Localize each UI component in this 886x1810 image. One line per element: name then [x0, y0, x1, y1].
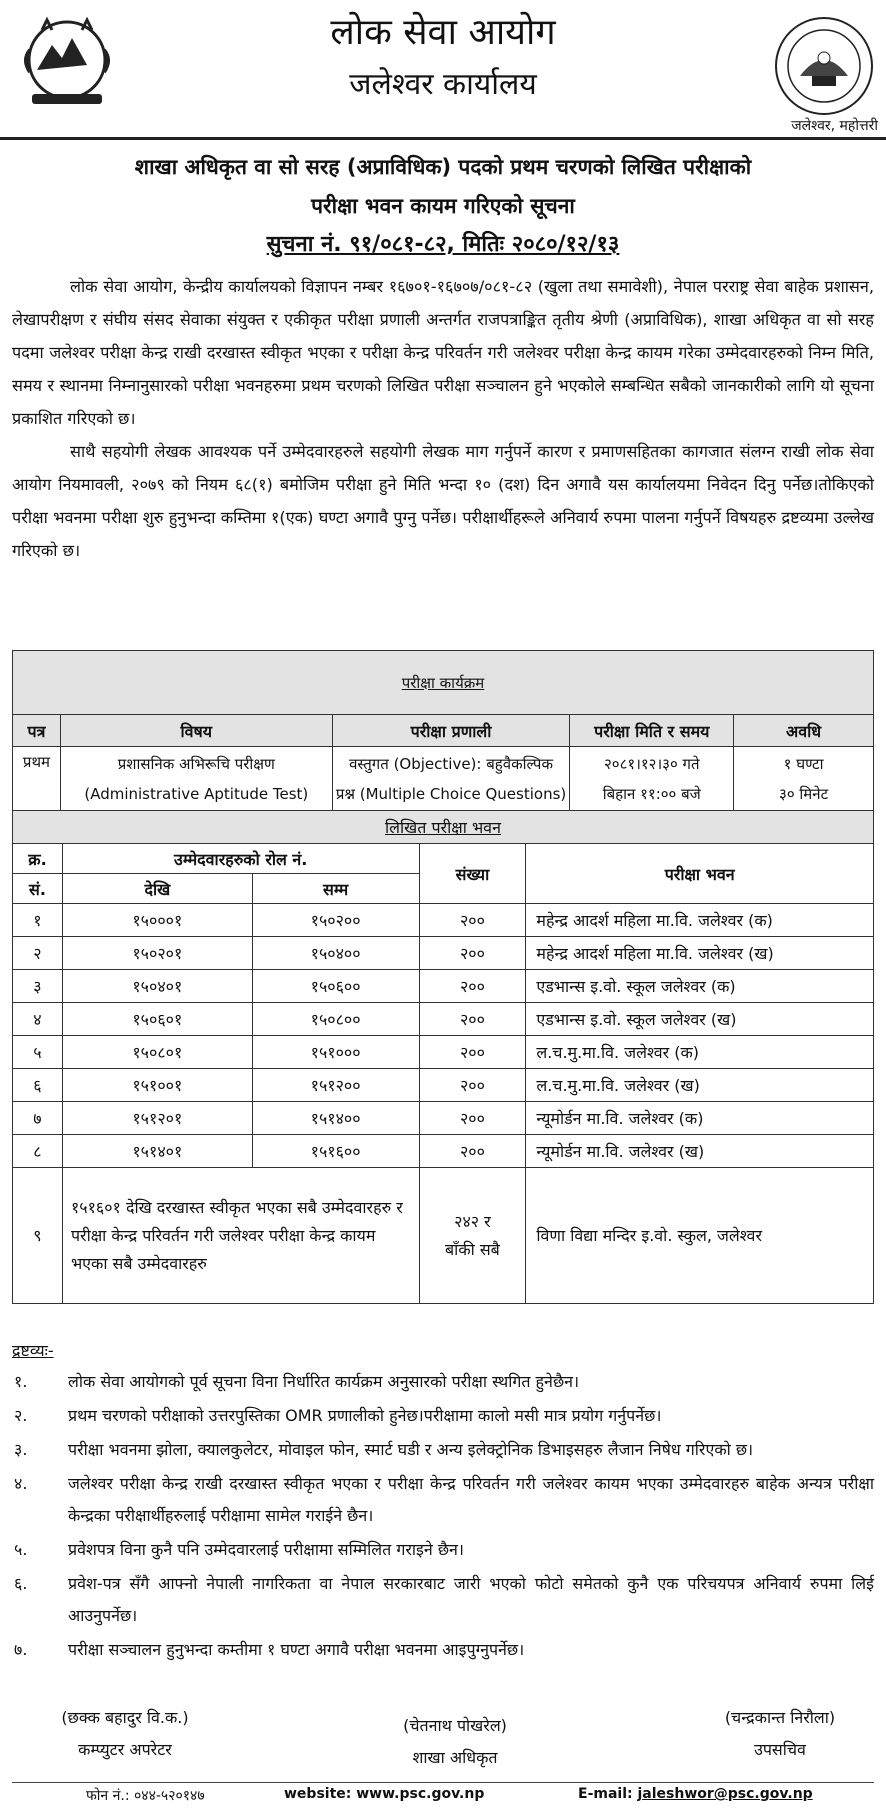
- subject-cell: [60, 747, 332, 811]
- notice-title-line-2: परीक्षा भवन कायम गरिएको सूचना: [311, 194, 575, 218]
- list-item: [12, 1568, 874, 1632]
- exam-hall-cell: विणा विद्या मन्दिर इ.वो. स्कुल, जलेश्वर: [526, 1168, 874, 1304]
- letterhead: [0, 0, 886, 140]
- sn-cell: ५: [13, 1036, 63, 1069]
- note-text: परीक्षा भवनमा झोला, क्यालकुलेटर, मोवाइल फोन, स्मार्ट घडी र अन्य इलेक्ट्रोनिक डिभाइसहरु लैजान निषेध गरिएको छ।: [68, 1440, 754, 1459]
- note-text: जलेश्वर परीक्षा केन्द्र राखी दरखास्त स्वीकृत भएका र परीक्षा केन्द्र परिवर्तन गरी जलेश्वर कायम भएका उम्मेदवारहरु बाहेक अन्यत्र परीक्षा केन्द्रका परीक्षार्थीहरुलाई परीक्षामा सामेल गराईने छैन।: [68, 1474, 874, 1525]
- note-number: ५.: [14, 1540, 28, 1559]
- list-item: [12, 1366, 874, 1398]
- footer-phone: फोन नं.: ०४४-५२०१४७: [86, 1788, 205, 1804]
- list-item: [12, 1400, 874, 1432]
- exam-halls-caption: लिखित परीक्षा भवन: [13, 811, 874, 844]
- note-number: २.: [14, 1406, 28, 1425]
- table-row: [13, 1168, 874, 1304]
- count-value: २४२ र: [454, 1211, 491, 1231]
- footer-divider: [12, 1782, 874, 1783]
- exam-date: २०८१।१२।३० गते: [604, 754, 700, 773]
- header-from: देखि: [62, 874, 252, 904]
- header-paper: पत्र: [13, 715, 61, 747]
- header-sn-2: सं.: [13, 874, 63, 904]
- signature-block: [20, 1702, 230, 1766]
- roll-to-cell: १५१२००: [252, 1069, 419, 1102]
- exam-hall-cell: एडभान्स इ.वो. स्कूल जलेश्वर (क): [526, 970, 874, 1003]
- office-location: जलेश्वर, महोत्तरी: [791, 118, 878, 134]
- signatory-role: उपसचिव: [754, 1740, 806, 1759]
- sn-cell: ८: [13, 1135, 63, 1168]
- note-text: प्रवेश-पत्र सँगै आफ्नो नेपाली नागरिकता वा नेपाल सरकारबाट जारी भएको फोटो समेतको कुनै एक परिचयपत्र अनिवार्य रुपमा लिई आउनुपर्नेछ।: [68, 1574, 874, 1625]
- roll-to-cell: १५१०००: [252, 1036, 419, 1069]
- exam-hall-cell: एडभान्स इ.वो. स्कूल जलेश्वर (ख): [526, 1003, 874, 1036]
- count-cell: २००: [419, 1003, 526, 1036]
- roll-from-cell: १५१००१: [62, 1069, 252, 1102]
- count-cell: २००: [419, 1036, 526, 1069]
- table-row: [13, 1102, 874, 1135]
- signature-block: [680, 1702, 880, 1766]
- footer-email: [578, 1786, 813, 1802]
- exam-halls-table: [12, 810, 874, 1304]
- note-number: ६.: [14, 1574, 28, 1593]
- table-row: [13, 970, 874, 1003]
- exam-hall-cell: ल.च.मु.मा.वि. जलेश्वर (ख): [526, 1069, 874, 1102]
- signatory-name: (चन्द्रकान्त निरौला): [724, 1708, 836, 1727]
- note-text: परीक्षा सञ्चालन हुनुभन्दा कम्तीमा १ घण्टा अगावै परीक्षा भवनमा आइपुग्नुपर्नेछ।: [68, 1640, 525, 1659]
- exam-hall-cell: महेन्द्र आदर्श महिला मा.वि. जलेश्वर (क): [526, 904, 874, 937]
- table-header-row: [13, 715, 874, 747]
- count-cell: २००: [419, 1135, 526, 1168]
- header-divider: [0, 137, 886, 140]
- duration-cell: [734, 747, 874, 811]
- count-cell: २००: [419, 970, 526, 1003]
- system-nepali: वस्तुगत (Objective): बहुवैकल्पिक: [349, 754, 553, 773]
- count-remaining: बाँकी सबै: [445, 1239, 500, 1259]
- signatory-name: (चेतनाथ पोखरेल): [403, 1716, 507, 1735]
- sn-cell: २: [13, 937, 63, 970]
- count-cell: २००: [419, 937, 526, 970]
- table-row: [13, 1069, 874, 1102]
- roll-to-cell: १५०४००: [252, 937, 419, 970]
- exam-program-table: [12, 650, 874, 811]
- notes-list: [12, 1366, 874, 1668]
- roll-to-cell: १५०८००: [252, 1003, 419, 1036]
- roll-from-cell: १५०२०१: [62, 937, 252, 970]
- roll-from-cell: १५०६०१: [62, 1003, 252, 1036]
- office-name: जलेश्वर कार्यालय: [349, 67, 537, 102]
- roll-from-cell: १५१४०१: [62, 1135, 252, 1168]
- header-exam-system: परीक्षा प्रणाली: [332, 715, 570, 747]
- note-number: १.: [14, 1372, 28, 1391]
- footer-website[interactable]: website: www.psc.gov.np: [284, 1786, 485, 1802]
- count-cell: २००: [419, 1069, 526, 1102]
- exam-system-cell: [332, 747, 570, 811]
- signature-block: [370, 1710, 540, 1774]
- header-to: सम्म: [252, 874, 419, 904]
- header-count: संख्या: [419, 844, 526, 904]
- exam-hall-cell: महेन्द्र आदर्श महिला मा.वि. जलेश्वर (ख): [526, 937, 874, 970]
- signatory-role: शाखा अधिकृत: [412, 1748, 498, 1767]
- sn-cell: ६: [13, 1069, 63, 1102]
- table-row: [13, 904, 874, 937]
- sn-cell: ७: [13, 1102, 63, 1135]
- roll-range-cell: १५१६०१ देखि दरखास्त स्वीकृत भएका सबै उम्मेदवारहरु र परीक्षा केन्द्र परिवर्तन गरी जलेश्वर परीक्षा केन्द्र कायम भएका सबै उम्मेदवारहरु: [62, 1168, 419, 1304]
- exam-hall-cell: न्यूमोर्डन मा.वि. जलेश्वर (क): [526, 1102, 874, 1135]
- table-header-row: [13, 844, 874, 874]
- body-paragraph-1: लोक सेवा आयोग, केन्द्रीय कार्यालयको विज्ञापन नम्बर १६७०१-१६७०७/०८१-८२ (खुला तथा समावेशी), नेपाल परराष्ट्र सेवा बाहेक प्रशासन, लेखापरीक्षण र संघीय संसद सेवाका संयुक्त र एकीकृत परीक्षा प्रणाली अन्तर्गत राजपत्राङ्कित तृतीय श्रेणी (अप्राविधिक), शाखा अधिकृत वा सो सरह पदमा जलेश्वर परीक्षा केन्द्र राखी दरखास्त स्वीकृत भएका र परीक्षा केन्द्र परिवर्तन गरी जलेश्वर परीक्षा केन्द्र कायम गरेका उम्मेदवारहरुको निम्न मिति, समय र स्थानमा निम्नानुसारको परीक्षा भवनहरुमा प्रथम चरणको लिखित परीक्षा सञ्चालन हुने भएकोले सम्बन्धित सबैको जानकारीको लागि यो सूचना प्रकाशित गरिएको छ।: [12, 277, 874, 428]
- note-text: प्रथम चरणको परीक्षाको उत्तरपुस्तिका OMR प्रणालीको हुनेछ।परीक्षामा कालो मसी मात्र प्रयोग गर्नुपर्नेछ।: [68, 1406, 662, 1425]
- roll-from-cell: १५०००१: [62, 904, 252, 937]
- duration-hours: १ घण्टा: [783, 754, 824, 773]
- email-link[interactable]: jaleshwor@psc.gov.np: [637, 1786, 813, 1802]
- exam-program-caption: परीक्षा कार्यक्रम: [13, 651, 874, 715]
- list-item: [12, 1534, 874, 1566]
- roll-from-cell: १५०४०१: [62, 970, 252, 1003]
- body-paragraph-2: साथै सहयोगी लेखक आवश्यक पर्ने उम्मेदवारहरुले सहयोगी लेखक माग गर्नुपर्ने कारण र प्रमाणसहितका कागजात संलग्न राखी लोक सेवा आयोग नियमावली, २०७९ को नियम ६८(१) बमोजिम परीक्षा हुने मिति भन्दा १० (दश) दिन अगावै यस कार्यालयमा निवेदन दिनु पर्नेछ।तोकिएको परीक्षा भवनमा परीक्षा शुरु हुनुभन्दा कम्तिमा १(एक) घण्टा अगावै पुग्नु पर्नेछ। परीक्षार्थीहरूले अनिवार्य रुपमा पालना गर्नुपर्ने विषयहरु द्रष्टव्यमा उल्लेख गरिएको छ।: [12, 442, 874, 560]
- header-exam-hall: परीक्षा भवन: [526, 844, 874, 904]
- exam-hall-cell: ल.च.मु.मा.वि. जलेश्वर (क): [526, 1036, 874, 1069]
- roll-from-cell: १५०८०१: [62, 1036, 252, 1069]
- notice-number: सुचना नं. ९१/०८१-८२, मितिः २०८०/१२/१३: [266, 232, 620, 257]
- date-time-cell: [570, 747, 734, 811]
- header-date-time: परीक्षा मिति र समय: [570, 715, 734, 747]
- sn-cell: १: [13, 904, 63, 937]
- note-number: ४.: [14, 1474, 28, 1493]
- table-row: [13, 747, 874, 811]
- table-row: [13, 937, 874, 970]
- count-cell: [419, 1168, 526, 1304]
- signatory-name: (छक्क बहादुर वि.क.): [61, 1708, 189, 1727]
- roll-from-cell: १५१२०१: [62, 1102, 252, 1135]
- subject-nepali: प्रशासनिक अभिरूचि परीक्षण: [117, 754, 275, 773]
- email-label: E-mail:: [578, 1786, 638, 1802]
- organization-name: लोक सेवा आयोग: [330, 12, 556, 53]
- table-row: [13, 1135, 874, 1168]
- roll-to-cell: १५१४००: [252, 1102, 419, 1135]
- exam-hall-cell: न्यूमोर्डन मा.वि. जलेश्वर (ख): [526, 1135, 874, 1168]
- note-number: ७.: [14, 1640, 28, 1659]
- signatory-role: कम्प्युटर अपरेटर: [78, 1740, 172, 1759]
- note-number: ३.: [14, 1440, 28, 1459]
- header-roll-numbers: उम्मेदवारहरुको रोल नं.: [62, 844, 419, 874]
- system-english: प्रश्न (Multiple Choice Questions): [335, 784, 567, 803]
- list-item: [12, 1434, 874, 1466]
- subject-english: (Administrative Aptitude Test): [84, 784, 309, 803]
- count-cell: २००: [419, 1102, 526, 1135]
- roll-to-cell: १५०६००: [252, 970, 419, 1003]
- note-text: लोक सेवा आयोगको पूर्व सूचना विना निर्धारित कार्यक्रम अनुसारको परीक्षा स्थगित हुनेछैन।: [68, 1372, 580, 1391]
- header-sn: क्र.: [13, 844, 63, 874]
- count-cell: २००: [419, 904, 526, 937]
- roll-to-cell: १५०२००: [252, 904, 419, 937]
- duration-minutes: ३० मिनेट: [779, 784, 829, 803]
- note-text: प्रवेशपत्र विना कुनै पनि उम्मेदवारलाई परीक्षामा सम्मिलित गराइने छैन।: [68, 1540, 465, 1559]
- header-duration: अवधि: [734, 715, 874, 747]
- notes-title: द्रष्टव्यः-: [12, 1341, 54, 1360]
- roll-to-cell: १५१६००: [252, 1135, 419, 1168]
- header-subject: विषय: [60, 715, 332, 747]
- sn-cell: ३: [13, 970, 63, 1003]
- list-item: [12, 1468, 874, 1532]
- sn-cell: ९: [13, 1168, 63, 1304]
- table-row: [13, 1036, 874, 1069]
- table-row: [13, 1003, 874, 1036]
- paper-cell: प्रथम: [13, 747, 61, 811]
- list-item: [12, 1634, 874, 1666]
- exam-time: बिहान ११:०० बजे: [602, 784, 701, 803]
- notice-title-line-1: शाखा अधिकृत वा सो सरह (अप्राविधिक) पदको प्रथम चरणको लिखित परीक्षाको: [134, 155, 752, 179]
- psc-logo-icon: [772, 14, 876, 118]
- sn-cell: ४: [13, 1003, 63, 1036]
